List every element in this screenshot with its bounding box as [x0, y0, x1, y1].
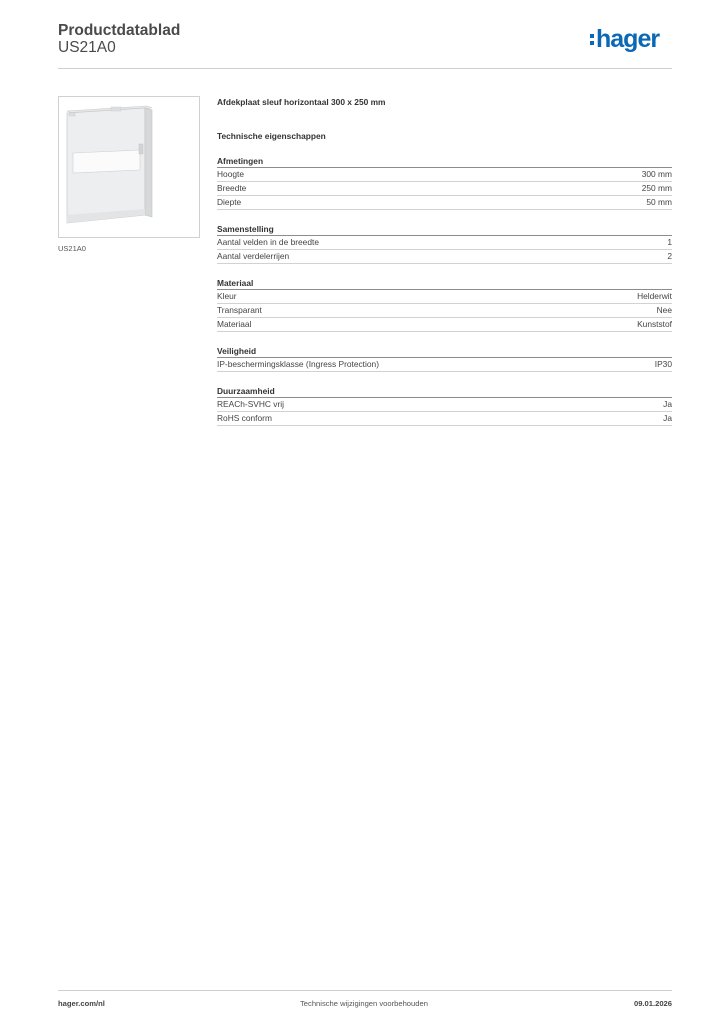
section-composition [217, 223, 672, 264]
spec-row [217, 250, 672, 264]
footer-website-link[interactable]: hager.com/nl [58, 999, 105, 1008]
spec-value: 250 mm [641, 183, 672, 193]
section-title: Samenstelling [217, 223, 672, 236]
footer-divider [58, 990, 672, 991]
section-dimensions [217, 155, 672, 210]
logo-text: hager [596, 25, 660, 53]
product-name: Afdekplaat sleuf horizontaal 300 x 250 mm [217, 97, 386, 107]
spec-label: Materiaal [217, 319, 252, 329]
spec-value: Ja [663, 399, 672, 409]
section-sustainability [217, 385, 672, 426]
section-title: Duurzaamheid [217, 385, 672, 398]
spec-label: IP-beschermingsklasse (Ingress Protection) [217, 359, 379, 369]
product-code: US21A0 [58, 39, 116, 56]
spec-row [217, 182, 672, 196]
spec-value: IP30 [654, 359, 672, 369]
spec-row [217, 304, 672, 318]
spec-label: REACh-SVHC vrij [217, 399, 285, 409]
spec-label: Kleur [217, 291, 237, 301]
spec-value: 50 mm [646, 197, 672, 207]
section-material [217, 277, 672, 332]
section-title: Afmetingen [217, 155, 672, 168]
spec-row [217, 168, 672, 182]
spec-row [217, 358, 672, 372]
footer-date: 09.01.2026 [633, 999, 672, 1008]
spec-row [217, 290, 672, 304]
spec-row [217, 412, 672, 426]
hager-logo [590, 25, 659, 53]
spec-label: Breedte [217, 183, 247, 193]
spec-value: 300 mm [641, 169, 672, 179]
page-title: Productdatablad [58, 22, 181, 39]
spec-label: Aantal velden in de breedte [217, 237, 319, 247]
section-title: Materiaal [217, 277, 672, 290]
spec-row [217, 398, 672, 412]
spec-label: RoHS conform [217, 413, 272, 423]
spec-value: Kunststof [637, 319, 672, 329]
spec-label: Hoogte [217, 169, 245, 179]
spec-row [217, 318, 672, 332]
spec-label: Transparant [217, 305, 262, 315]
spec-value: Helderwit [637, 291, 672, 301]
spec-value: 2 [667, 251, 672, 261]
footer-disclaimer: Technische wijzigingen voorbehouden [300, 999, 428, 1008]
cover-plate-product-icon [58, 96, 200, 238]
spec-row [217, 196, 672, 210]
section-title: Veiligheid [217, 345, 672, 358]
spec-content [217, 96, 672, 426]
specs-heading: Technische eigenschappen [217, 131, 326, 141]
header-divider [58, 68, 672, 69]
spec-value: 1 [667, 237, 672, 247]
logo-colon-icon [590, 34, 594, 45]
section-safety [217, 345, 672, 372]
spec-label: Diepte [217, 197, 242, 207]
spec-label: Aantal verdelerrijen [217, 251, 290, 261]
spec-value: Nee [656, 305, 672, 315]
image-caption: US21A0 [58, 244, 86, 253]
spec-row [217, 236, 672, 250]
spec-value: Ja [663, 413, 672, 423]
